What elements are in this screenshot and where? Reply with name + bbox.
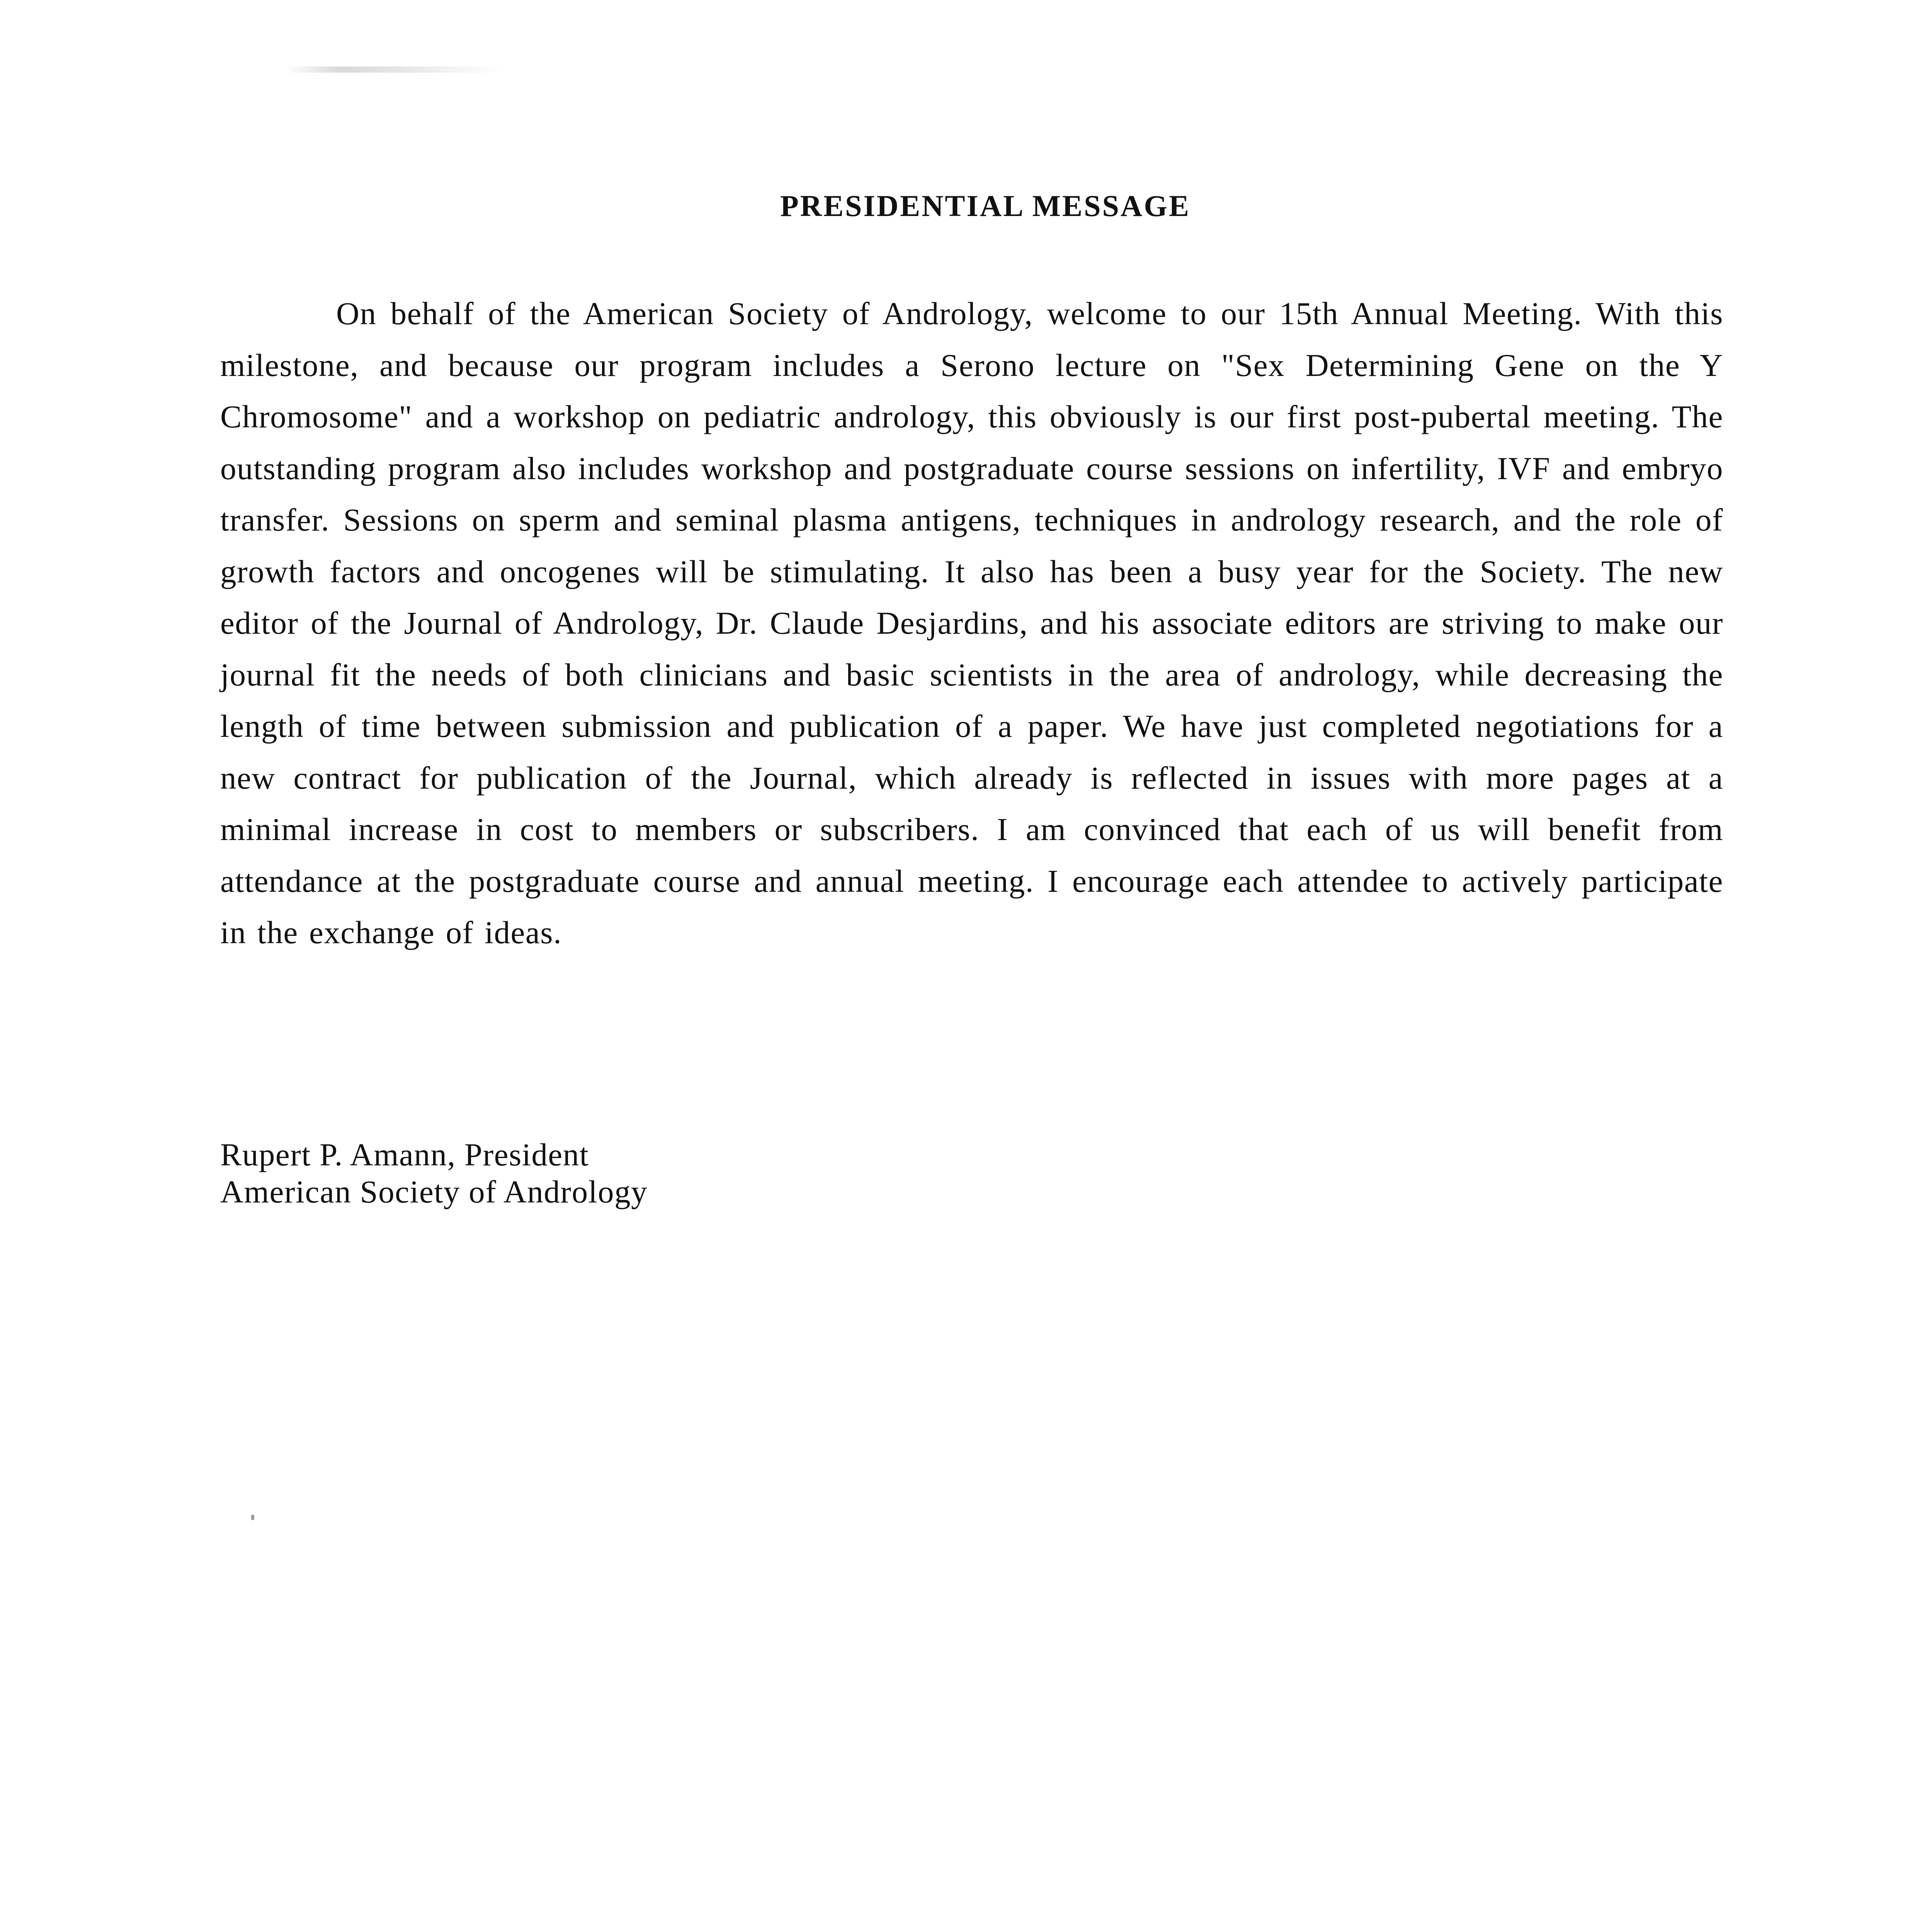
signature-block	[220, 1136, 648, 1210]
signature-name: Rupert P. Amann, President	[220, 1137, 589, 1172]
signature-organization: American Society of Andrology	[220, 1174, 648, 1209]
scan-artifact	[286, 66, 502, 73]
message-body: On behalf of the American Society of Andrology, welcome to our 15th Annual Meeting. With this milestone, and because our program includes a Serono lecture on "Sex Determining Gene on the Y Chromosome" and a workshop on pediatric andrology, this obviously is our first post-pubertal meeting. The outstanding program also includes workshop and postgraduate course sessions on infertility, IVF and embryo transfer. Sessions on sperm and seminal plasma antigens, techniques in andrology research, and the role of growth factors and oncogenes will be stimulating. It also has been a busy year for the Society. The new editor of the Journal of Andrology, Dr. Claude Desjardins, and his associate editors are striving to make our journal fit the needs of both clinicians and basic scientists in the area of andrology, while decreasing the length of time between submission and publication of a paper. We have just completed negotiations for a new contract for publication of the Journal, which already is reflected in issues with more pages at a minimal increase in cost to members or subscribers. I am convinced that each of us will benefit from attendance at the postgraduate course and annual meeting. I encourage each attendee to actively participate in the exchange of ideas.	[220, 296, 1723, 950]
page-title: PRESIDENTIAL MESSAGE	[780, 189, 1190, 223]
scan-artifact-dot	[251, 1515, 254, 1520]
